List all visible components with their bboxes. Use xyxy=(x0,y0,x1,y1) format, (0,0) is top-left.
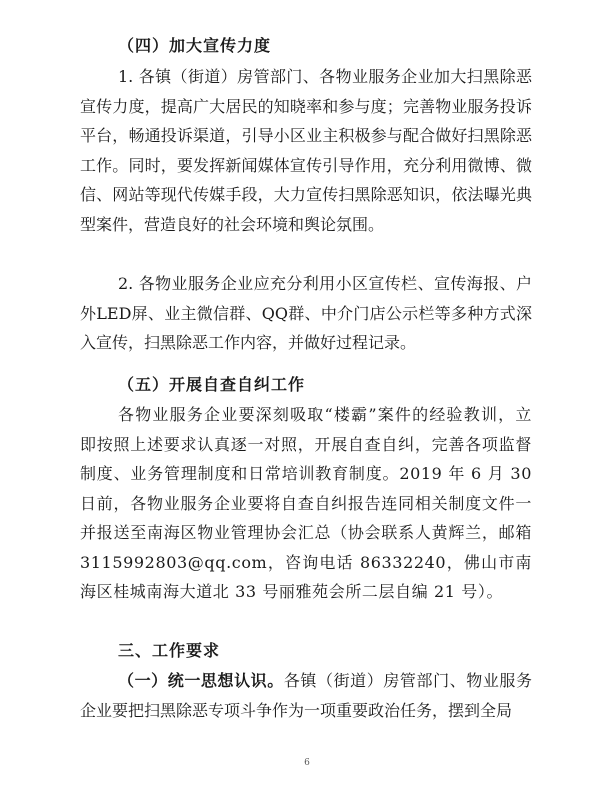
paragraph-text: 各镇（街道）房管部门、物业服务企业要把扫黑除恶专项斗争作为一项重要政治任务，摆到全局 xyxy=(80,671,532,720)
section-heading-4: （四）加大宣传力度 xyxy=(118,36,272,55)
section-heading-5: （五）开展自查自纠工作 xyxy=(118,375,306,394)
page-number: 6 xyxy=(304,758,310,768)
paragraph-publicity-2: 2. 各物业服务企业应充分利用小区宣传栏、宣传海报、户外LED屏、业主微信群、QQ群、中介门店公示栏等多种方式深入宣传，扫黑除恶工作内容，并做好过程记录。 xyxy=(80,274,532,352)
section-heading-3: 三、工作要求 xyxy=(118,641,221,660)
paragraph-unify-thinking xyxy=(80,666,532,725)
paragraph-self-inspection: 各物业服务企业要深刻吸取“楼霸”案件的经验教训，立即按照上述要求认真逐一对照，开展自查自纠，完善各项监督制度、业务管理制度和日常培训教育制度。2019 年 6 月 30 日前，各物业服务企业要将自查自纠报告连同相关制度文件一并报送至南海区物业管理协会汇总（协会联系人黄辉兰，邮箱3115992803@qq.com，咨询电话 86332240，佛山市南海区桂城南海大道北 33 号丽雅苑会所二层自编 21 号）。 xyxy=(80,405,532,601)
paragraph-lead: （一）统一思想认识。 xyxy=(118,671,284,690)
paragraph-publicity-1: 1. 各镇（街道）房管部门、各物业服务企业加大扫黑除恶宣传力度，提高广大居民的知晓率和参与度；完善物业服务投诉平台，畅通投诉渠道，引导小区业主积极参与配合做好扫黑除恶工作。同时，要发挥新闻媒体宣传引导作用，充分利用微博、微信、网站等现代传媒手段，大力宣传扫黑除恶知识，依法曝光典型案件，营造良好的社会环境和舆论氛围。 xyxy=(80,67,532,234)
